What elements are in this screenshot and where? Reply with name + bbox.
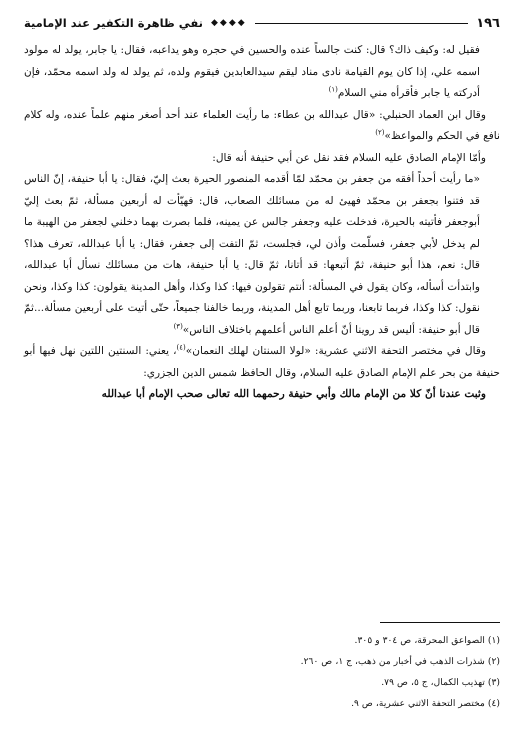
- paragraph-3: وأمّا الإمام الصادق عليه السلام فقد نقل عن أبي حنيفة أنه قال:: [212, 151, 486, 164]
- footnote-ref: (٢): [375, 128, 385, 137]
- main-text: [24, 40, 500, 406]
- book-page: [24, 10, 500, 726]
- footnotes: [24, 630, 500, 714]
- paragraph-2: وقال ابن العماد الحنبلي: «قال عبدالله بن عطاء: ما رأيت العلماء عند أحد أصغر منهم علماً عنده، وله كلام نافع في الحكم والمواعظ»$^{(٢)}$: [24, 108, 500, 142]
- page-number: ١٩٦: [476, 15, 500, 31]
- page-header: [24, 10, 500, 36]
- footnote-3: (٣) تهذيب الكمال، ج ٥، ص ٧٩.: [381, 677, 500, 688]
- footnote-separator: [380, 622, 500, 623]
- footnote-2: (٢) شذرات الذهب في أخبار من ذهب، ج ١، ص ٢٦٠.: [300, 656, 500, 667]
- paragraph-5: وقال في مختصر التحفة الاثني عشرية: «لولا السنتان لهلك النعمان»$^{(٤)}$، يعني: السنتين اللتين نهل فيها أبو حنيفة من بحر علم الإمام الصادق عليه السلام، وقال الحافظ شمس الدين الجزري:: [24, 343, 500, 379]
- footnote-1: (١) الصواعق المحرقة، ص ٣٠٤ و ٣٠٥.: [354, 635, 500, 646]
- footnote-ref: (٣): [173, 321, 183, 330]
- paragraph-6: وثبت عندنا أنّ كلا من الإمام مالك وأبي حنيفة رحمهما الله تعالى صحب الإمام أبا عبدالله: [101, 388, 486, 400]
- footnote-ref: (١): [328, 85, 338, 94]
- running-title: نفي ظاهرة التكفير عند الإمامية: [24, 16, 204, 30]
- paragraph-1: فقيل له: وكيف ذاك؟ قال: كنت جالساً عنده والحسين في حجره وهو يداعبه، فقال: يا جابر، يولد له مولود اسمه علي، إذا كان يوم القيامة نادى مناد ليقم سيدالعابدين فيقوم ولده، ثم يولد له ولد اسمه محمّد، فإن أدركته يا جابر فأقرأه مني السلام$^{(١)}$: [24, 44, 481, 99]
- header-rule: [255, 23, 468, 24]
- header-ornament: ◆◆◆◆: [211, 18, 247, 28]
- footnote-4: (٤) مختصر التحفة الاثني عشرية، ص ٩.: [351, 698, 500, 709]
- footnote-ref: (٤): [176, 343, 186, 352]
- quote-paragraph: «ما رأيت أحداً أفقه من جعفر بن محمّد لمّا أقدمه المنصور الحيرة بعث إليّ، فقال: يا أبا حنيفة، إنّ الناس قد فتنوا بجعفر بن محمّد فهيئ له من مسائلك الصعاب، قال: فهيّأت له أربعين مسألة، ثمّ بعث إليّ أبوجعفر فأتيته بالحيرة، فدخلت عليه وجعفر جالس عن يمينه، فلما بصرت بهما دخلني لجعفر من الهيبة ما لم يدخل لأبي جعفر، فسلّمت وأذن لي، فجلست، ثمّ التفت إلى جعفر، فقال: يا أبا عبدالله، تعرف هذا؟ قال: نعم، هذا أبو حنيفة، ثمّ أتبعها: قد أتانا، ثمّ قال: يا أبا حنيفة، هات من مسائلك نسأل أبا عبدالله، وابتدأت أسأله، وكان يقول في المسألة: أنتم تقولون فيها: كذا وكذا، وأهل المدينة يقولون: كذا وكذا، ونحن نقول: كذا وكذا، فربما تابعنا، وربما تابع أهل المدينة، وربما خالفنا جميعاً، حتّى أتيت على أربعين مسألة...ثمّ قال أبو حنيفة: أليس قد روينا أنّ أعلم الناس أعلمهم باختلاف الناس»$^{(٣)}$: [24, 173, 481, 336]
